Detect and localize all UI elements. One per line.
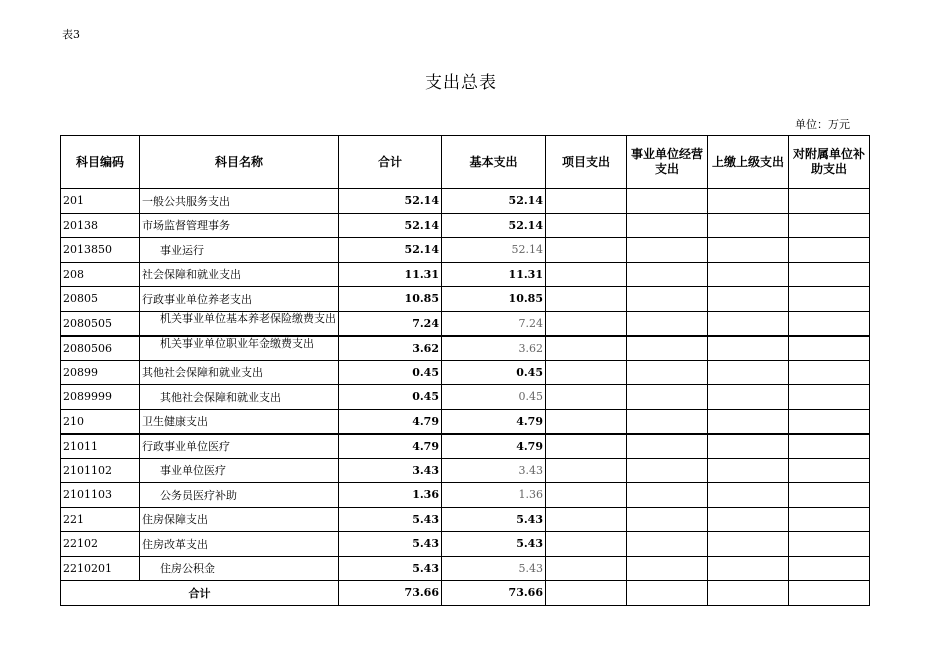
row-subsidy: [789, 336, 870, 361]
row-subsidy: [789, 507, 870, 532]
row-subsidy: [789, 311, 870, 336]
col-header-total: 合计: [339, 136, 442, 189]
row-code: 2080506: [61, 336, 140, 361]
row-basic: 1.36: [442, 483, 546, 508]
row-code: 20805: [61, 287, 140, 312]
row-total: 11.31: [339, 262, 442, 287]
row-code: 20899: [61, 360, 140, 385]
row-remit: [708, 238, 789, 263]
row-remit: [708, 336, 789, 361]
total-project: [546, 581, 627, 606]
row-project: [546, 483, 627, 508]
row-remit: [708, 507, 789, 532]
row-code: 2101102: [61, 458, 140, 483]
row-name: 卫生健康支出: [140, 409, 339, 434]
row-total: 7.24: [339, 311, 442, 336]
row-remit: [708, 458, 789, 483]
row-total: 1.36: [339, 483, 442, 508]
row-name: 机关事业单位职业年金缴费支出: [140, 336, 339, 361]
row-remit: [708, 532, 789, 557]
row-project: [546, 458, 627, 483]
row-subsidy: [789, 458, 870, 483]
row-code: 2210201: [61, 556, 140, 581]
table-row: [61, 507, 870, 532]
table-row: [61, 434, 870, 459]
row-basic: 11.31: [442, 262, 546, 287]
row-name: 住房保障支出: [140, 507, 339, 532]
row-operating: [627, 409, 708, 434]
row-name: 公务员医疗补助: [140, 483, 339, 508]
row-name: 事业单位医疗: [140, 458, 339, 483]
row-project: [546, 213, 627, 238]
row-basic: 52.14: [442, 189, 546, 214]
row-project: [546, 311, 627, 336]
row-code: 208: [61, 262, 140, 287]
row-basic: 52.14: [442, 213, 546, 238]
row-operating: [627, 483, 708, 508]
row-code: 210: [61, 409, 140, 434]
col-header-name: 科目名称: [140, 136, 339, 189]
row-code: 201: [61, 189, 140, 214]
row-remit: [708, 434, 789, 459]
row-operating: [627, 556, 708, 581]
row-subsidy: [789, 262, 870, 287]
row-subsidy: [789, 238, 870, 263]
row-total: 0.45: [339, 360, 442, 385]
row-total: 0.45: [339, 385, 442, 410]
row-remit: [708, 385, 789, 410]
row-basic: 5.43: [442, 556, 546, 581]
row-code: 20138: [61, 213, 140, 238]
row-total: 52.14: [339, 238, 442, 263]
row-basic: 0.45: [442, 360, 546, 385]
table-row: [61, 532, 870, 557]
header-row: [61, 136, 870, 189]
row-remit: [708, 409, 789, 434]
row-operating: [627, 189, 708, 214]
row-name: 住房公积金: [140, 556, 339, 581]
table-row: [61, 409, 870, 434]
row-code: 2089999: [61, 385, 140, 410]
row-total: 3.43: [339, 458, 442, 483]
row-operating: [627, 336, 708, 361]
row-name: 社会保障和就业支出: [140, 262, 339, 287]
table-row: [61, 360, 870, 385]
row-operating: [627, 311, 708, 336]
row-operating: [627, 213, 708, 238]
row-total: 52.14: [339, 189, 442, 214]
row-subsidy: [789, 189, 870, 214]
row-name: 行政事业单位医疗: [140, 434, 339, 459]
row-name: 事业运行: [140, 238, 339, 263]
row-subsidy: [789, 409, 870, 434]
row-code: 22102: [61, 532, 140, 557]
row-project: [546, 434, 627, 459]
row-total: 5.43: [339, 507, 442, 532]
row-project: [546, 556, 627, 581]
row-basic: 3.43: [442, 458, 546, 483]
row-code: 21011: [61, 434, 140, 459]
row-total: 52.14: [339, 213, 442, 238]
table-row: [61, 238, 870, 263]
unit-label: 单位：万元: [795, 118, 850, 131]
row-remit: [708, 189, 789, 214]
row-name: 行政事业单位养老支出: [140, 287, 339, 312]
row-subsidy: [789, 483, 870, 508]
row-code: 2013850: [61, 238, 140, 263]
table-row: [61, 262, 870, 287]
col-header-code: 科目编码: [61, 136, 140, 189]
expenditure-table: [60, 135, 870, 606]
row-code: 221: [61, 507, 140, 532]
row-project: [546, 360, 627, 385]
table-row: [61, 213, 870, 238]
row-project: [546, 238, 627, 263]
row-project: [546, 409, 627, 434]
row-name: 其他社会保障和就业支出: [140, 360, 339, 385]
row-project: [546, 336, 627, 361]
row-project: [546, 532, 627, 557]
row-basic: 7.24: [442, 311, 546, 336]
row-basic: 0.45: [442, 385, 546, 410]
total-total: 73.66: [339, 581, 442, 606]
row-remit: [708, 262, 789, 287]
col-header-subsidy: 对附属单位补助支出: [789, 136, 870, 189]
col-header-basic: 基本支出: [442, 136, 546, 189]
row-basic: 10.85: [442, 287, 546, 312]
row-remit: [708, 311, 789, 336]
row-basic: 5.43: [442, 532, 546, 557]
row-name: 市场监督管理事务: [140, 213, 339, 238]
total-label: 合计: [61, 581, 339, 606]
table-row: [61, 385, 870, 410]
row-name: 一般公共服务支出: [140, 189, 339, 214]
row-operating: [627, 238, 708, 263]
table-row: [61, 189, 870, 214]
table-number: 表3: [62, 28, 80, 41]
row-subsidy: [789, 556, 870, 581]
row-operating: [627, 434, 708, 459]
row-name: 机关事业单位基本养老保险缴费支出: [140, 311, 339, 336]
col-header-operating: 事业单位经营支出: [627, 136, 708, 189]
page-title: 支出总表: [425, 73, 497, 93]
row-project: [546, 287, 627, 312]
row-operating: [627, 287, 708, 312]
row-total: 5.43: [339, 556, 442, 581]
row-subsidy: [789, 287, 870, 312]
table-row: [61, 336, 870, 361]
row-basic: 4.79: [442, 409, 546, 434]
row-project: [546, 507, 627, 532]
row-operating: [627, 262, 708, 287]
row-subsidy: [789, 360, 870, 385]
table-row: [61, 556, 870, 581]
total-basic: 73.66: [442, 581, 546, 606]
total-row: [61, 581, 870, 606]
row-operating: [627, 532, 708, 557]
row-subsidy: [789, 434, 870, 459]
row-project: [546, 262, 627, 287]
row-total: 3.62: [339, 336, 442, 361]
table-row: [61, 311, 870, 336]
total-subsidy: [789, 581, 870, 606]
row-basic: 52.14: [442, 238, 546, 263]
table-row: [61, 483, 870, 508]
row-operating: [627, 507, 708, 532]
row-project: [546, 189, 627, 214]
row-subsidy: [789, 213, 870, 238]
col-header-project: 项目支出: [546, 136, 627, 189]
row-name: 住房改革支出: [140, 532, 339, 557]
total-remit: [708, 581, 789, 606]
row-remit: [708, 360, 789, 385]
row-operating: [627, 360, 708, 385]
row-subsidy: [789, 385, 870, 410]
total-operating: [627, 581, 708, 606]
row-project: [546, 385, 627, 410]
row-remit: [708, 556, 789, 581]
table-row: [61, 287, 870, 312]
row-operating: [627, 385, 708, 410]
row-basic: 5.43: [442, 507, 546, 532]
row-remit: [708, 213, 789, 238]
row-name: 其他社会保障和就业支出: [140, 385, 339, 410]
row-subsidy: [789, 532, 870, 557]
row-code: 2080505: [61, 311, 140, 336]
row-total: 4.79: [339, 434, 442, 459]
row-total: 4.79: [339, 409, 442, 434]
row-basic: 4.79: [442, 434, 546, 459]
row-total: 5.43: [339, 532, 442, 557]
row-total: 10.85: [339, 287, 442, 312]
row-basic: 3.62: [442, 336, 546, 361]
table-row: [61, 458, 870, 483]
col-header-remit: 上缴上级支出: [708, 136, 789, 189]
row-code: 2101103: [61, 483, 140, 508]
row-remit: [708, 483, 789, 508]
row-operating: [627, 458, 708, 483]
row-remit: [708, 287, 789, 312]
